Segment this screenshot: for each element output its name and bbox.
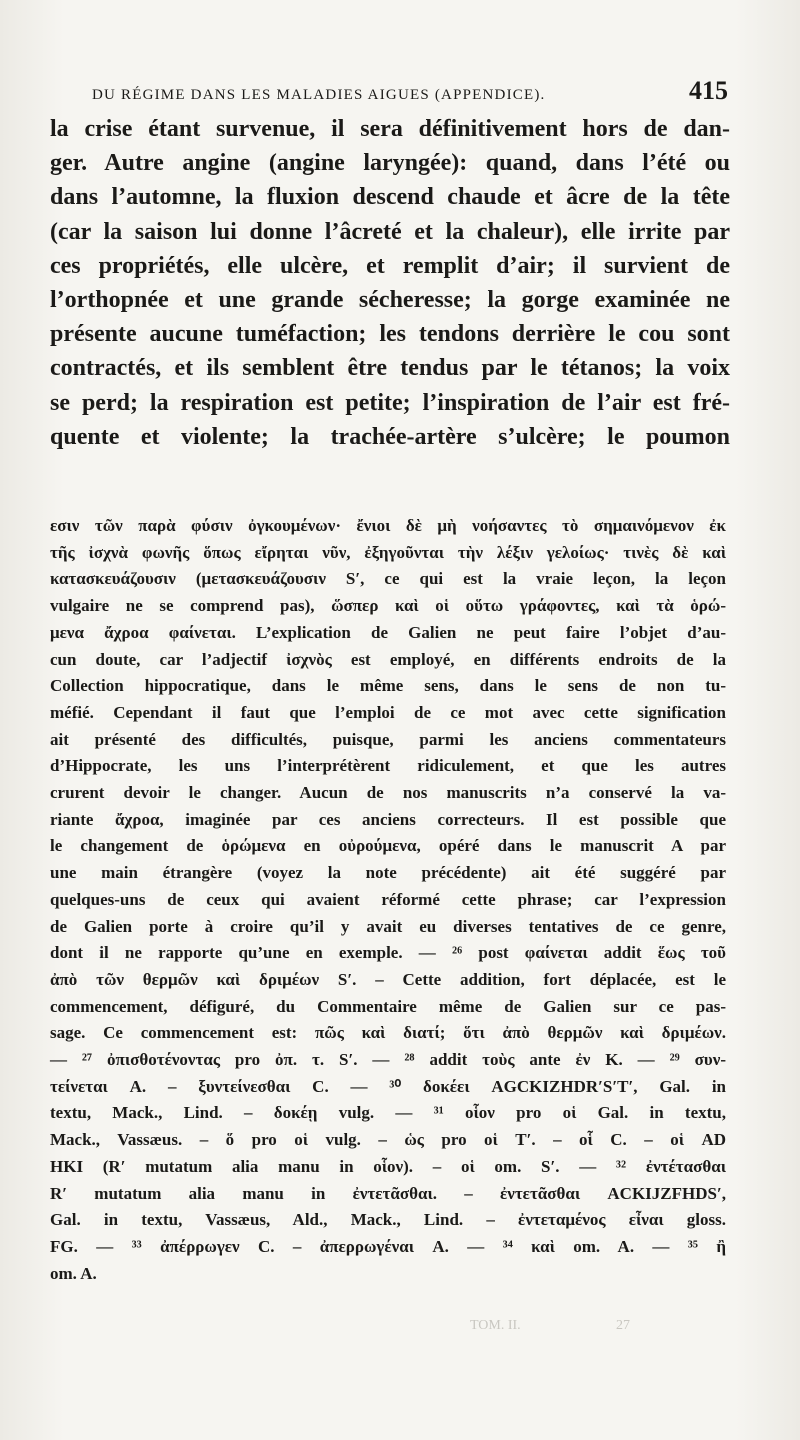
main-text-line: présente aucune tuméfaction; les tendons derrière le cou sont <box>50 321 730 348</box>
footnote-line: dont il ne rapporte qu’une en exemple. — ²⁶ post φαίνεται addit ἕως τοῦ <box>50 943 726 963</box>
footnote-line: ἀπὸ τῶν θερμῶν καὶ δριμέων S′. – Cette addition, fort déplacée, est le <box>50 969 726 989</box>
main-text-line: dans l’automne, la fluxion descend chaude et âcre de la tête <box>50 184 730 211</box>
footnotes <box>50 513 726 1287</box>
footnote-line: Collection hippocratique, dans le même sens, dans le sens de non tu- <box>50 676 726 696</box>
footnote-line: d’Hippocrate, les uns l’interprétèrent ridiculement, et que les autres <box>50 756 726 776</box>
main-text-line: ger. Autre angine (angine laryngée): quand, dans l’été ou <box>50 150 730 177</box>
footnote-line: μενα ἄχροα φαίνεται. L’explication de Galien ne peut faire l’objet d’au- <box>50 622 726 642</box>
bleed-through-signature <box>470 1318 630 1334</box>
main-text-line: contractés, et ils semblent être tendus par le tétanos; la voix <box>50 355 730 382</box>
footnote-line: une main étrangère (voyez la note précédente) ait été suggéré par <box>50 863 726 883</box>
main-text-line: (car la saison lui donne l’âcreté et la chaleur), elle irrite par <box>50 218 730 245</box>
footnote-line: le changement de ὁρώμενα en οὐρούμενα, opéré dans le manuscrit A par <box>50 836 726 856</box>
footnote-line: κατασκευάζουσιν (μετασκευάζουσιν S′, ce qui est la vraie leçon, la leçon <box>50 569 726 589</box>
footnote-line: τείνεται A. – ξυντείνεσθαι C. — ³⁰ δοκέει AGCKIZHDR′S′T′, Gal. in <box>50 1076 726 1096</box>
footnote-line: HKI (R′ mutatum alia manu in οἷον). – οἱ om. S′. — ³² ἐντέτασθαι <box>50 1156 726 1176</box>
footnote-line: Mack., Vassæus. – ὅ pro οἱ vulg. – ὡς pro οἱ T′. – οἷ C. – οἱ AD <box>50 1130 726 1150</box>
signature-number: 27 <box>616 1318 630 1333</box>
footnote-line: vulgaire ne se comprend pas), ὥσπερ καὶ οἱ οὕτω γράφοντες, καὶ τὰ ὁρώ- <box>50 596 726 616</box>
footnote-line: — ²⁷ ὀπισθοτένοντας pro ὀπ. τ. S′. — ²⁸ addit τοὺς ante ἐν K. — ²⁹ συν- <box>50 1050 726 1070</box>
main-text-line: l’orthopnée et une grande sécheresse; la gorge examinée ne <box>50 287 730 314</box>
main-text-line: se perd; la respiration est petite; l’inspiration de l’air est fré- <box>50 389 730 416</box>
page-number: 415 <box>689 76 728 105</box>
footnote-line: ait présenté des difficultés, puisque, parmi les anciens commentateurs <box>50 729 726 749</box>
footnote-line: sage. Ce commencement est: πῶς καὶ διατί; ὅτι ἀπὸ θερμῶν καὶ δριμέων. <box>50 1023 726 1043</box>
signature-mark: TOM. II. <box>470 1318 521 1333</box>
footnote-line: cun doute, car l’adjectif ἰσχνὸς est employé, en différents endroits de la <box>50 649 726 669</box>
footnote-line: crurent devoir le changer. Aucun de nos manuscrits n’a conservé la va- <box>50 783 726 803</box>
footnote-line: méfié. Cependant il faut que l’emploi de ce mot avec cette signification <box>50 702 726 722</box>
main-text-line: ces propriétés, elle ulcère, et remplit d’air; il survient de <box>50 252 730 279</box>
footnote-line: commencement, défiguré, du Commentaire même de Galien sur ce pas- <box>50 996 726 1016</box>
main-text <box>50 112 730 454</box>
page-header <box>92 76 728 106</box>
footnote-line: de Galien porte à croire qu’il y avait eu diverses tentatives de ce genre, <box>50 916 726 936</box>
footnote-line: quelques-uns de ceux qui avaient réformé cette phrase; car l’expression <box>50 889 726 909</box>
footnote-line: Gal. in textu, Vassæus, Ald., Mack., Lind. – ἐντεταμένος εἶναι gloss. <box>50 1210 726 1230</box>
footnote-line: R′ mutatum alia manu in ἐντετᾶσθαι. – ἐντετᾶσθαι ACKIJZFHDS′, <box>50 1183 726 1203</box>
running-title: DU RÉGIME DANS LES MALADIES AIGUES (APPENDICE). <box>92 87 546 103</box>
main-text-line: la crise étant survenue, il sera définitivement hors de dan- <box>50 116 730 142</box>
main-text-line: quente et violente; la trachée-artère s’ulcère; le poumon <box>50 423 730 450</box>
footnote-line: om. A. <box>50 1263 97 1283</box>
footnote-line: FG. — ³³ ἀπέρρωγεν C. – ἀπερρωγέναι A. — ³⁴ καὶ om. A. — ³⁵ ἢ <box>50 1236 726 1256</box>
footnote-line: εσιν τῶν παρὰ φύσιν ὀγκουμένων· ἔνιοι δὲ μὴ νοήσαντες τὸ σημαινόμενον ἐκ <box>50 516 726 535</box>
footnote-line: riante ἄχροα, imaginée par ces anciens correcteurs. Il est possible que <box>50 809 726 829</box>
footnote-line: textu, Mack., Lind. – δοκέῃ vulg. — ³¹ οἷον pro οἱ Gal. in textu, <box>50 1103 726 1123</box>
footnote-line: τῆς ἰσχνὰ φωνῆς ὅπως εἴρηται νῦν, ἐξηγοῦνται τὴν λέξιν γελοίως· τινὲς δὲ καὶ <box>50 542 726 562</box>
